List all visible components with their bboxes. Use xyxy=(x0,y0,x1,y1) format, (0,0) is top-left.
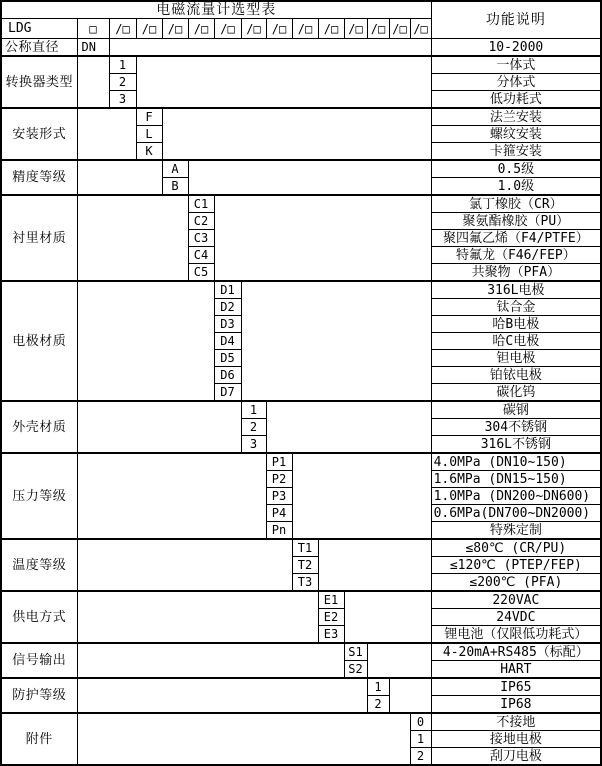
function-cell: HART xyxy=(431,661,601,679)
filler-cell xyxy=(214,195,431,281)
code-cell: P4 xyxy=(266,505,292,522)
function-cell: 低功耗式 xyxy=(431,91,601,109)
function-cell: 4-20mA+RS485（标配） xyxy=(431,643,601,661)
model-prefix-cell: LDG xyxy=(1,19,77,39)
code-cell: S2 xyxy=(344,661,367,679)
code-cell: T3 xyxy=(292,574,318,592)
code-cell: D7 xyxy=(214,384,241,402)
filler-cell xyxy=(77,453,266,539)
group-label-cell: 供电方式 xyxy=(1,591,77,643)
model-slot-cell: /□ xyxy=(162,19,188,39)
filler-cell xyxy=(109,39,431,57)
filler-cell xyxy=(318,539,431,591)
filler-cell xyxy=(292,453,431,539)
filler-cell xyxy=(344,591,431,643)
filler-cell xyxy=(389,678,431,713)
code-cell: 2 xyxy=(109,74,136,91)
code-cell: B xyxy=(162,178,188,196)
function-cell: 共聚物（PFA） xyxy=(431,264,601,282)
code-cell: K xyxy=(136,143,162,161)
model-base-box-cell: □ xyxy=(77,19,109,39)
function-cell: ≤80℃ (CR/PU) xyxy=(431,539,601,557)
group-label-cell: 外壳材质 xyxy=(1,401,77,453)
function-cell: 钛合金 xyxy=(431,299,601,316)
code-cell: P3 xyxy=(266,488,292,505)
function-cell: 哈C电极 xyxy=(431,333,601,350)
filler-cell xyxy=(367,643,431,678)
filler-cell xyxy=(77,195,188,281)
filler-cell xyxy=(241,281,431,401)
function-cell: 0.6MPa(DN700~DN2000) xyxy=(431,505,601,522)
filler-cell xyxy=(77,643,344,678)
model-slot-cell: /□ xyxy=(241,19,266,39)
function-cell: 聚四氟乙烯（F4/PTFE） xyxy=(431,230,601,247)
function-cell: 法兰安装 xyxy=(431,108,601,126)
filler-cell xyxy=(77,160,162,195)
filler-cell xyxy=(162,108,431,160)
code-cell: D2 xyxy=(214,299,241,316)
function-cell: 1.6MPa (DN15~150) xyxy=(431,471,601,488)
function-cell: 220VAC xyxy=(431,591,601,609)
code-cell: D4 xyxy=(214,333,241,350)
group-label-cell: 衬里材质 xyxy=(1,195,77,281)
code-cell: E3 xyxy=(318,626,344,644)
filler-cell xyxy=(77,591,318,643)
group-label-cell: 信号输出 xyxy=(1,643,77,678)
function-cell: IP68 xyxy=(431,696,601,714)
code-cell: L xyxy=(136,126,162,143)
function-cell: 1.0级 xyxy=(431,178,601,196)
function-cell: 接地电极 xyxy=(431,731,601,748)
group-label-cell: 电极材质 xyxy=(1,281,77,401)
function-cell: 特殊定制 xyxy=(431,522,601,540)
model-slot-cell: /□ xyxy=(214,19,241,39)
code-cell: E2 xyxy=(318,609,344,626)
function-cell: 碳钢 xyxy=(431,401,601,419)
code-cell: A xyxy=(162,160,188,178)
function-cell: ≤120℃ (PTEP/FEP) xyxy=(431,557,601,574)
function-cell: ≤200℃ (PFA) xyxy=(431,574,601,592)
code-cell: C3 xyxy=(188,230,214,247)
function-cell: 卡箍安装 xyxy=(431,143,601,161)
filler-cell xyxy=(77,56,109,108)
code-cell: 1 xyxy=(241,401,266,419)
group-label-cell: 公称直径 xyxy=(1,39,77,57)
code-cell: 2 xyxy=(367,696,389,714)
function-column-header: 功能说明 xyxy=(431,1,601,39)
function-cell: 分体式 xyxy=(431,74,601,91)
code-cell: D5 xyxy=(214,350,241,367)
filler-cell xyxy=(77,539,292,591)
model-slot-cell: /□ xyxy=(188,19,214,39)
code-cell: 1 xyxy=(410,731,431,748)
function-cell: 氯丁橡胶（CR） xyxy=(431,195,601,213)
filler-cell xyxy=(77,108,136,160)
code-cell: 1 xyxy=(367,678,389,696)
function-cell: 铂铱电极 xyxy=(431,367,601,384)
model-slot-cell: /□ xyxy=(344,19,367,39)
filler-cell xyxy=(77,678,367,713)
function-cell: 特氟龙（F46/FEP） xyxy=(431,247,601,264)
function-cell: 24VDC xyxy=(431,609,601,626)
code-cell: 3 xyxy=(109,91,136,109)
group-label-cell: 压力等级 xyxy=(1,453,77,539)
filler-cell xyxy=(188,160,431,195)
code-cell: F xyxy=(136,108,162,126)
filler-cell xyxy=(266,401,431,453)
model-slot-cell: /□ xyxy=(266,19,292,39)
function-cell: 316L不锈钢 xyxy=(431,436,601,454)
group-label-cell: 防护等级 xyxy=(1,678,77,713)
code-cell: D1 xyxy=(214,281,241,299)
function-cell: 聚氨酯橡胶（PU） xyxy=(431,213,601,230)
code-cell: P1 xyxy=(266,453,292,471)
code-cell: C2 xyxy=(188,213,214,230)
code-cell: D6 xyxy=(214,367,241,384)
code-cell: 3 xyxy=(241,436,266,454)
code-cell: S1 xyxy=(344,643,367,661)
model-slot-cell: /□ xyxy=(136,19,162,39)
group-label-cell: 温度等级 xyxy=(1,539,77,591)
function-cell: 一体式 xyxy=(431,56,601,74)
code-cell: C4 xyxy=(188,247,214,264)
group-label-cell: 附件 xyxy=(1,713,77,765)
function-cell: 304不锈钢 xyxy=(431,419,601,436)
function-cell: 螺纹安装 xyxy=(431,126,601,143)
function-cell: 钽电极 xyxy=(431,350,601,367)
model-slot-cell: /□ xyxy=(410,19,431,39)
function-cell: 刮刀电极 xyxy=(431,748,601,766)
group-label-cell: 精度等级 xyxy=(1,160,77,195)
function-cell: 1.0MPa (DN200~DN600) xyxy=(431,488,601,505)
function-cell: 316L电极 xyxy=(431,281,601,299)
code-cell: D3 xyxy=(214,316,241,333)
code-cell: 1 xyxy=(109,56,136,74)
code-cell: T2 xyxy=(292,557,318,574)
code-cell: P2 xyxy=(266,471,292,488)
function-cell: 碳化钨 xyxy=(431,384,601,402)
function-cell: 哈B电极 xyxy=(431,316,601,333)
filler-cell xyxy=(77,281,214,401)
function-cell: 不接地 xyxy=(431,713,601,731)
model-slot-cell: /□ xyxy=(389,19,410,39)
group-label-cell: 安装形式 xyxy=(1,108,77,160)
code-cell: 2 xyxy=(241,419,266,436)
code-cell: 0 xyxy=(410,713,431,731)
function-cell: 10-2000 xyxy=(431,39,601,57)
code-cell: Pn xyxy=(266,522,292,540)
filler-cell xyxy=(77,401,241,453)
function-cell: 4.0MPa (DN10~150) xyxy=(431,453,601,471)
code-cell: DN xyxy=(77,39,109,57)
code-cell: T1 xyxy=(292,539,318,557)
model-slot-cell: /□ xyxy=(109,19,136,39)
function-cell: 0.5级 xyxy=(431,160,601,178)
group-label-cell: 转换器类型 xyxy=(1,56,77,108)
code-cell: E1 xyxy=(318,591,344,609)
filler-cell xyxy=(77,713,410,765)
function-cell: 锂电池（仅限低功耗式） xyxy=(431,626,601,644)
code-cell: C5 xyxy=(188,264,214,282)
table-title: 电磁流量计选型表 xyxy=(1,1,431,19)
code-cell: C1 xyxy=(188,195,214,213)
model-slot-cell: /□ xyxy=(318,19,344,39)
function-cell: IP65 xyxy=(431,678,601,696)
code-cell: 2 xyxy=(410,748,431,766)
filler-cell xyxy=(136,56,431,108)
model-slot-cell: /□ xyxy=(367,19,389,39)
model-slot-cell: /□ xyxy=(292,19,318,39)
